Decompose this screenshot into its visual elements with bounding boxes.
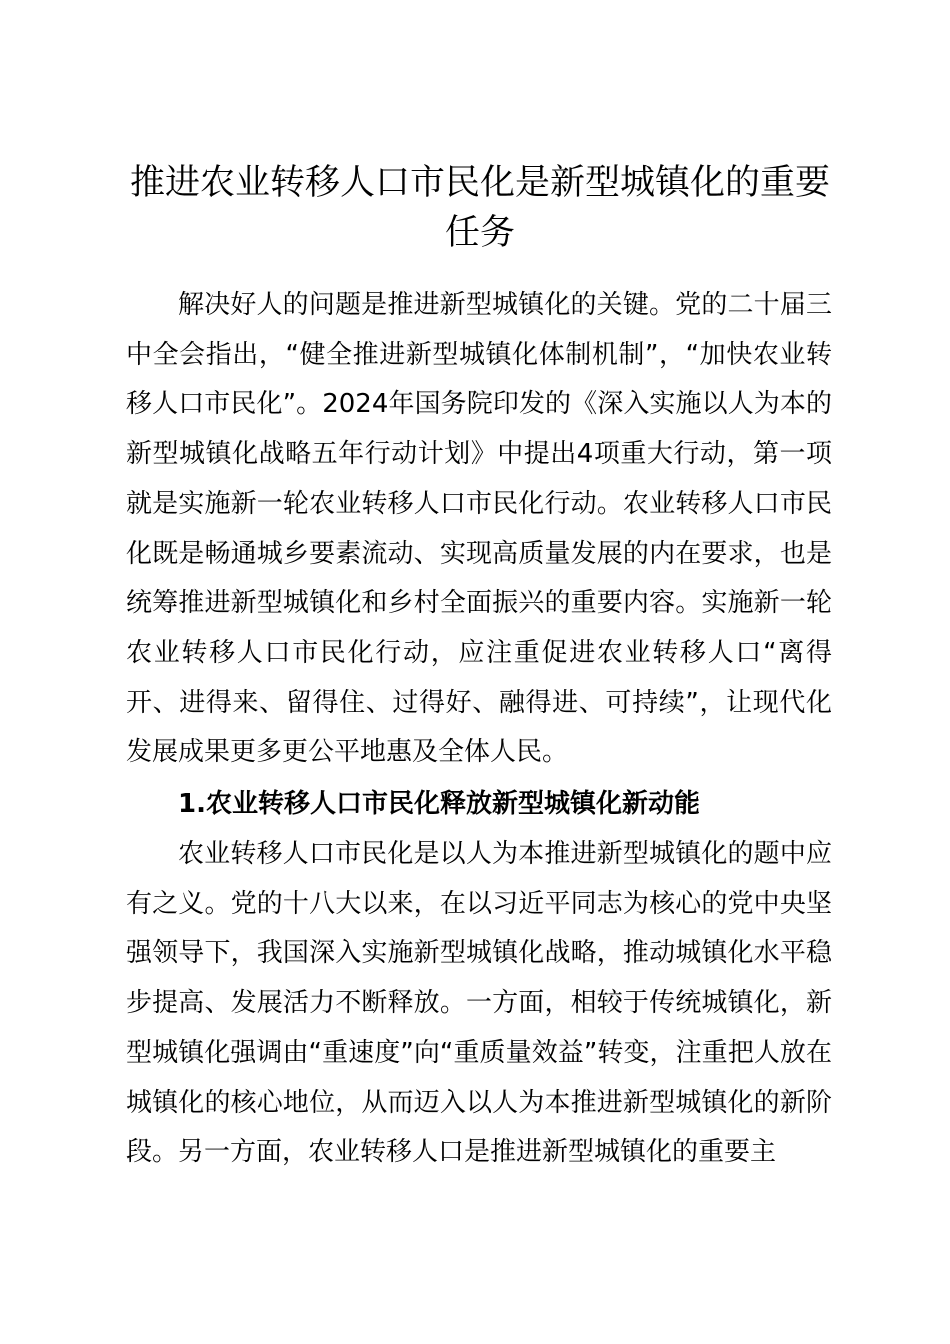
section-heading-1: 1.农业转移人口市民化释放新型城镇化新动能 xyxy=(178,789,700,819)
body-paragraph-intro: 解决好人的问题是推进新型城镇化的关键。党的二十届三中全会指出，“健全推进新型城镇化体制机制”，“加快农业转移人口市民化”。2024年国务院印发的《深入实施以人为本的新型城镇化战略五年行动计划》中提出4项重大行动，第一项就是实施新一轮农业转移人口市民化行动。农业转移人口市民化既是畅通城乡要素流动、实现高质量发展的内在要求，也是统筹推进新型城镇化和乡村全面振兴的重要内容。实施新一轮农业转移人口市民化行动，应注重促进农业转移人口“离得开、进得来、留得住、过得好、融得进、可持续”，让现代化发展成果更多更公平地惠及全体人民。 xyxy=(126,290,832,768)
document-title: 推进农业转移人口市民化是新型城镇化的重要任务 xyxy=(129,163,830,253)
body-paragraph-section-1: 农业转移人口市民化是以人为本推进新型城镇化的题中应有之义。党的十八大以来，在以习近平同志为核心的党中央坚强领导下，我国深入实施新型城镇化战略，推动城镇化水平稳步提高、发展活力不断释放。一方面，相较于传统城镇化，新型城镇化强调由“重速度”向“重质量效益”转变，注重把人放在城镇化的核心地位，从而迈入以人为本推进新型城镇化的新阶段。另一方面，农业转移人口是推进新型城镇化的重要主 xyxy=(126,839,832,1168)
